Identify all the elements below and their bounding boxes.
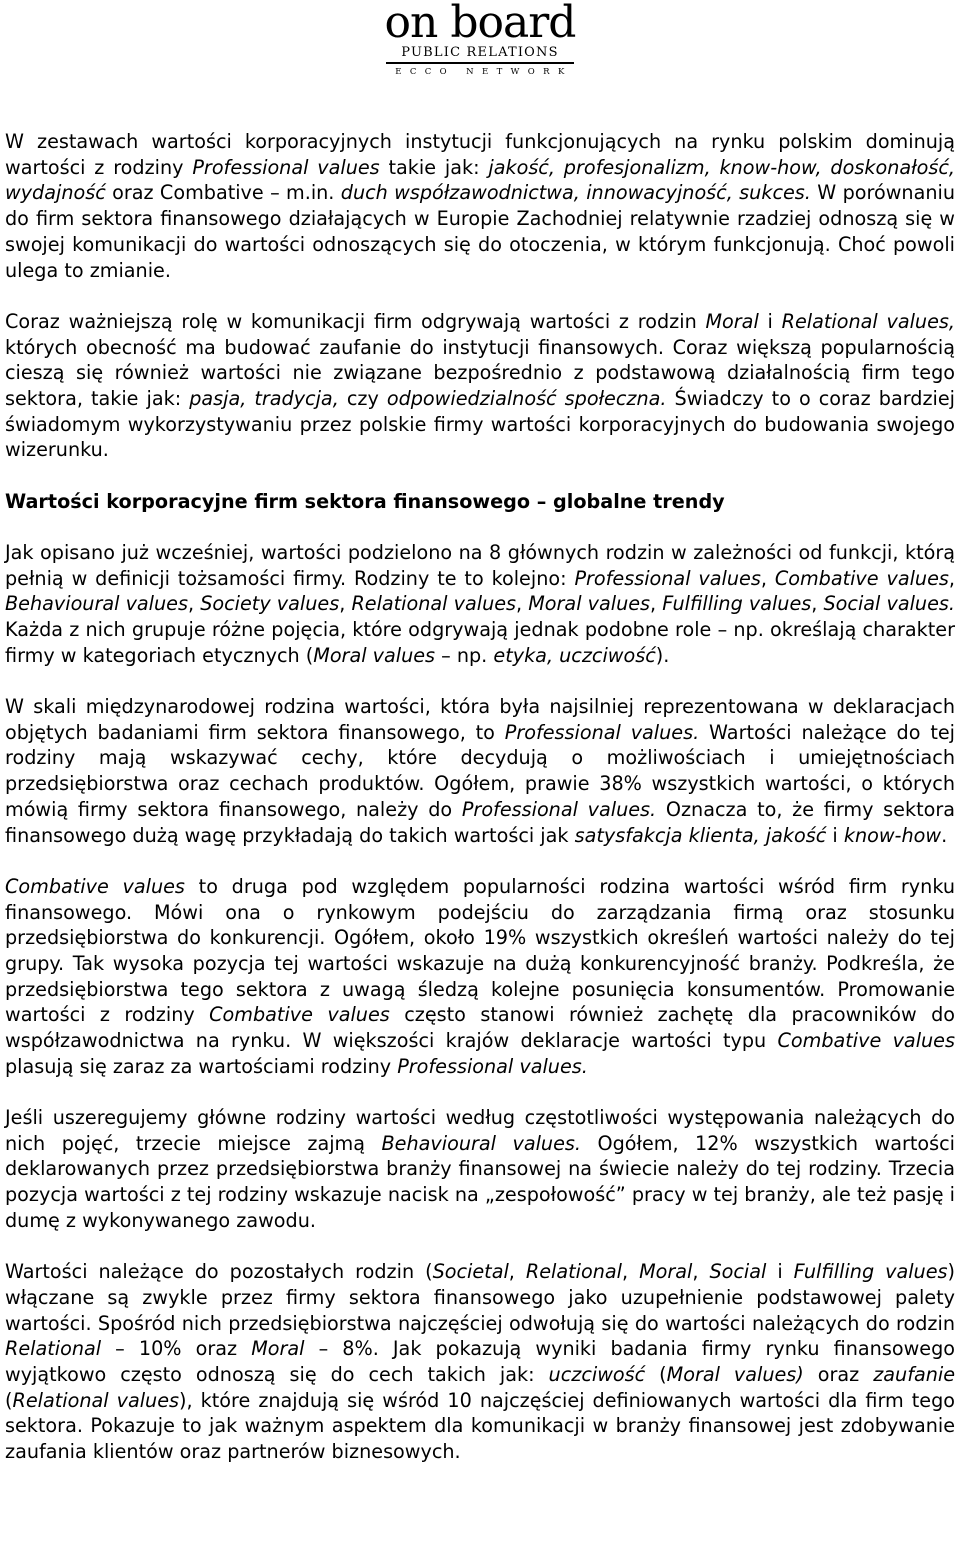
logo-wordmark: on board: [384, 0, 576, 48]
paragraph-7: Wartości należące do pozostałych rodzin (Societal, Relational, Moral, Social i Fulfilling values) włączane są zwykle przez firmy sektora finansowego jako uzupełnienie podstawowej palety wartości. Spośród nich przedsiębiorstwa najczęściej odwołują się do wartości należących do rodzin Relational – 10% oraz Moral – 8%. Jak pokazują wyniki badania firmy rynku finansowego wyjątkowo często odnoszą się do cech takich jak: uczciwość (Moral values) oraz zaufanie (Relational values), które znajdują się wśród 10 najczęściej definiowanych wartości dla firm tego sektora. Pokazuje to jak ważnym aspektem dla komunikacji w branży finansowej jest zdobywanie zaufania klientów oraz partnerów biznesowych.: [5, 1260, 956, 1464]
paragraph-2: Coraz ważniejszą rolę w komunikacji firm odgrywają wartości z rodzin Moral i Relational values, których obecność ma budować zaufanie do instytucji finansowych. Coraz większą popularnością cieszą się również wartości nie związane bezpośrednio z podstawową działalnością firm tego sektora, takie jak: pasja, tradycja, czy odpowiedzialność społeczna. Świadczy to o coraz bardziej świadomym wykorzystywaniu przez polskie firmy wartości korporacyjnych do budowania swojego wizerunku.: [5, 309, 955, 462]
paragraph-1: W zestawach wartości korporacyjnych instytucji funkcjonujących na rynku polskim dominują wartości z rodziny Professional values takie jak: jakość, profesjonalizm, know-how, doskonałość, wydajność oraz Combative – m.in. duch współzawodnictwa, innowacyjność, sukces. W porównaniu do firm sektora finansowego działających w Europie Zachodniej relatywnie rzadziej odnoszą się w swojej komunikacji do wartości odnoszących się do otoczenia, w którym funkcjonują. Choć powoli ulega to zmianie.: [5, 130, 956, 282]
document-body: [5, 129, 955, 1465]
logo-network: ECCO NETWORK: [395, 67, 573, 77]
logo-subtitle: PUBLIC RELATIONS: [401, 45, 559, 60]
section-heading: Wartości korporacyjne firm sektora finansowego – globalne trendy: [5, 489, 725, 513]
paragraph-3: Jak opisano już wcześniej, wartości podzielono na 8 głównych rodzin w zależności od funkcji, którą pełnią w definicji tożsamości firmy. Rodziny te to kolejno: Professional values, Combative values, Behavioural values, Society values, Relational values, Moral values, Fulfilling values, Social values. Każda z nich grupuje różne pojęcia, które odgrywają jednak podobne role – np. określają charakter firmy w kategoriach etycznych (Moral values – np. etyka, uczciwość).: [5, 540, 955, 667]
logo-divider: [386, 62, 574, 64]
paragraph-6: Jeśli uszeregujemy główne rodziny wartości według częstotliwości występowania należących do nich pojęć, trzecie miejsce zajmą Behavioural values. Ogółem, 12% wszystkich wartości deklarowanych przez przedsiębiorstwa branży finansowej na świecie należy do tej rodziny. Trzecia pozycja wartości z tej rodziny wskazuje nacisk na „zespołowość” pracy w tej branży, ale też pasję i dumę z wykonywanego zawodu.: [5, 1106, 955, 1232]
company-logo: [0, 0, 960, 90]
paragraph-4: W skali międzynarodowej rodzina wartości, która była najsilniej reprezentowana w deklaracjach objętych badaniami firm sektora finansowego, to Professional values. Wartości należące do tej rodziny mają wskazywać cechy, które decydują o możliwościach i umiejętnościach przedsiębiorstwa oraz cechach produktów. Ogółem, prawie 38% wszystkich wartości, o których mówią firmy sektora finansowego, należy do Professional values. Oznacza to, że firmy sektora finansowego dużą wagę przykładają do takich wartości jak satysfakcja klienta, jakość i know-how.: [5, 695, 955, 847]
paragraph-5: Combative values to druga pod względem popularności rodzina wartości wśród firm rynku finansowego. Mówi ona o rynkowym podejściu do zarządzania firmą oraz stosunku przedsiębiorstwa do konkurencji. Ogółem, około 19% wszystkich określeń wartości należy do tej grupy. Tak wysoka pozycja tej wartości wskazuje na dużą konkurencyjność branży. Podkreśla, że przedsiębiorstwa tego sektora z uwagą śledzą kolejne posunięcia konsumentów. Promowanie wartości z rodziny Combative values często stanowi również zachętę dla pracowników do współzawodnictwa na rynku. W większości krajów deklaracje wartości typu Combative values plasują się zaraz za wartościami rodziny Professional values.: [5, 874, 955, 1078]
